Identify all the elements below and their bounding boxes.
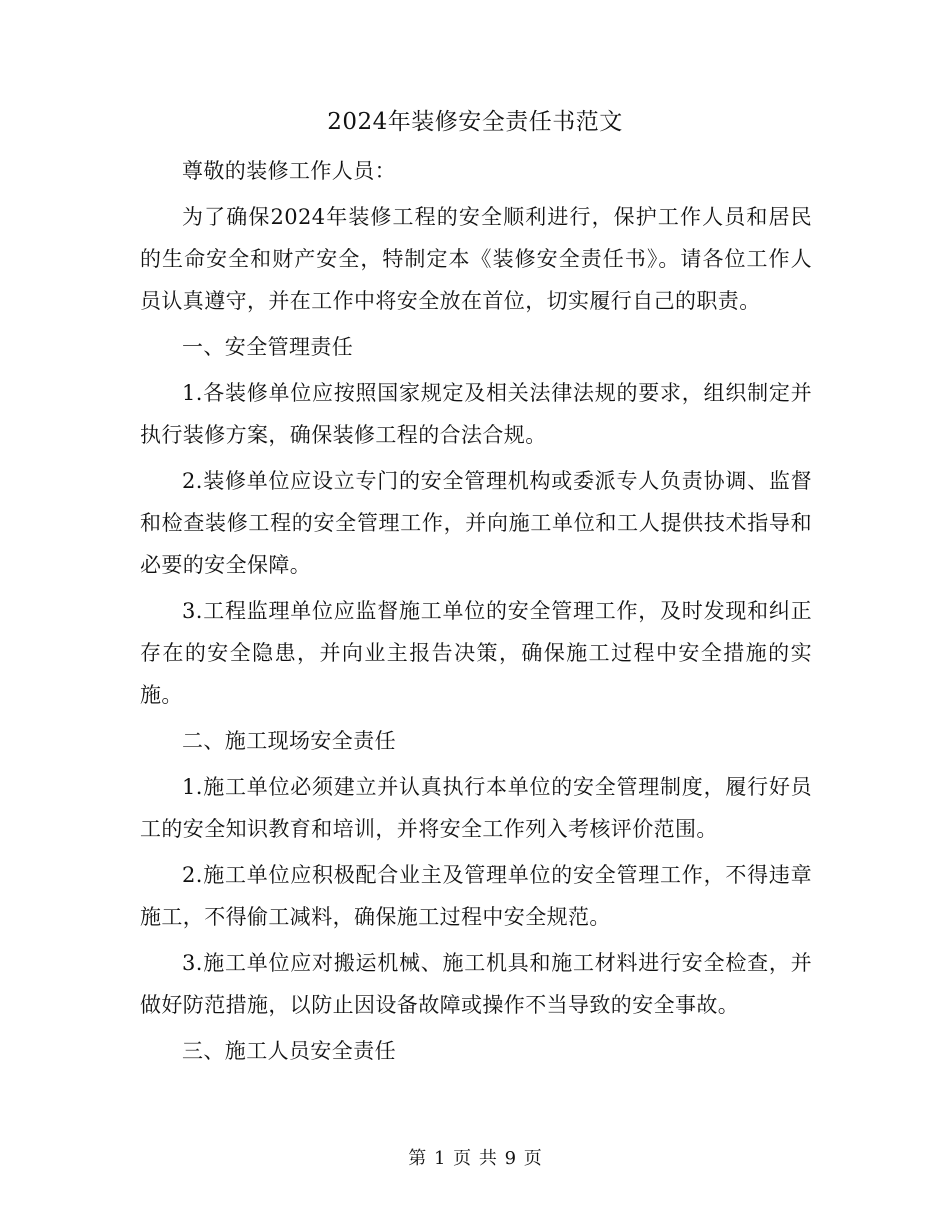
section-2-item-2: 2.施工单位应积极配合业主及管理单位的安全管理工作，不得违章施工，不得偷工减料，确保施工过程中安全规范。: [140, 863, 812, 929]
greeting-paragraph: 尊敬的装修工作人员：: [182, 159, 396, 183]
section-heading-1: 一、安全管理责任: [182, 335, 354, 359]
document-title: 2024年装修安全责任书范文: [327, 109, 623, 135]
section-heading-2: 二、施工现场安全责任: [182, 729, 396, 753]
section-2-item-3: 3.施工单位应对搬运机械、施工机具和施工材料进行安全检查，并做好防范措施，以防止因设备故障或操作不当导致的安全事故。: [140, 951, 812, 1017]
document-body: [140, 150, 812, 1076]
section-1-item-2: 2.装修单位应设立专门的安全管理机构或委派专人负责协调、监督和检查装修工程的安全管理工作，并向施工单位和工人提供技术指导和必要的安全保障。: [140, 469, 812, 577]
section-1-item-3: 3.工程监理单位应监督施工单位的安全管理工作，及时发现和纠正存在的安全隐患，并向业主报告决策，确保施工过程中安全措施的实施。: [140, 599, 812, 707]
intro-paragraph: 为了确保2024年装修工程的安全顺利进行，保护工作人员和居民的生命安全和财产安全，特制定本《装修安全责任书》。请各位工作人员认真遵守，并在工作中将安全放在首位，切实履行自己的职责。: [140, 205, 812, 313]
section-2-item-1: 1.施工单位必须建立并认真执行本单位的安全管理制度，履行好员工的安全知识教育和培训，并将安全工作列入考核评价范围。: [140, 775, 812, 841]
section-1-item-1: 1.各装修单位应按照国家规定及相关法律法规的要求，组织制定并执行装修方案，确保装修工程的合法合规。: [140, 381, 812, 447]
section-heading-3: 三、施工人员安全责任: [182, 1039, 396, 1063]
page-number-footer: 第 1 页 共 9 页: [408, 1148, 542, 1169]
